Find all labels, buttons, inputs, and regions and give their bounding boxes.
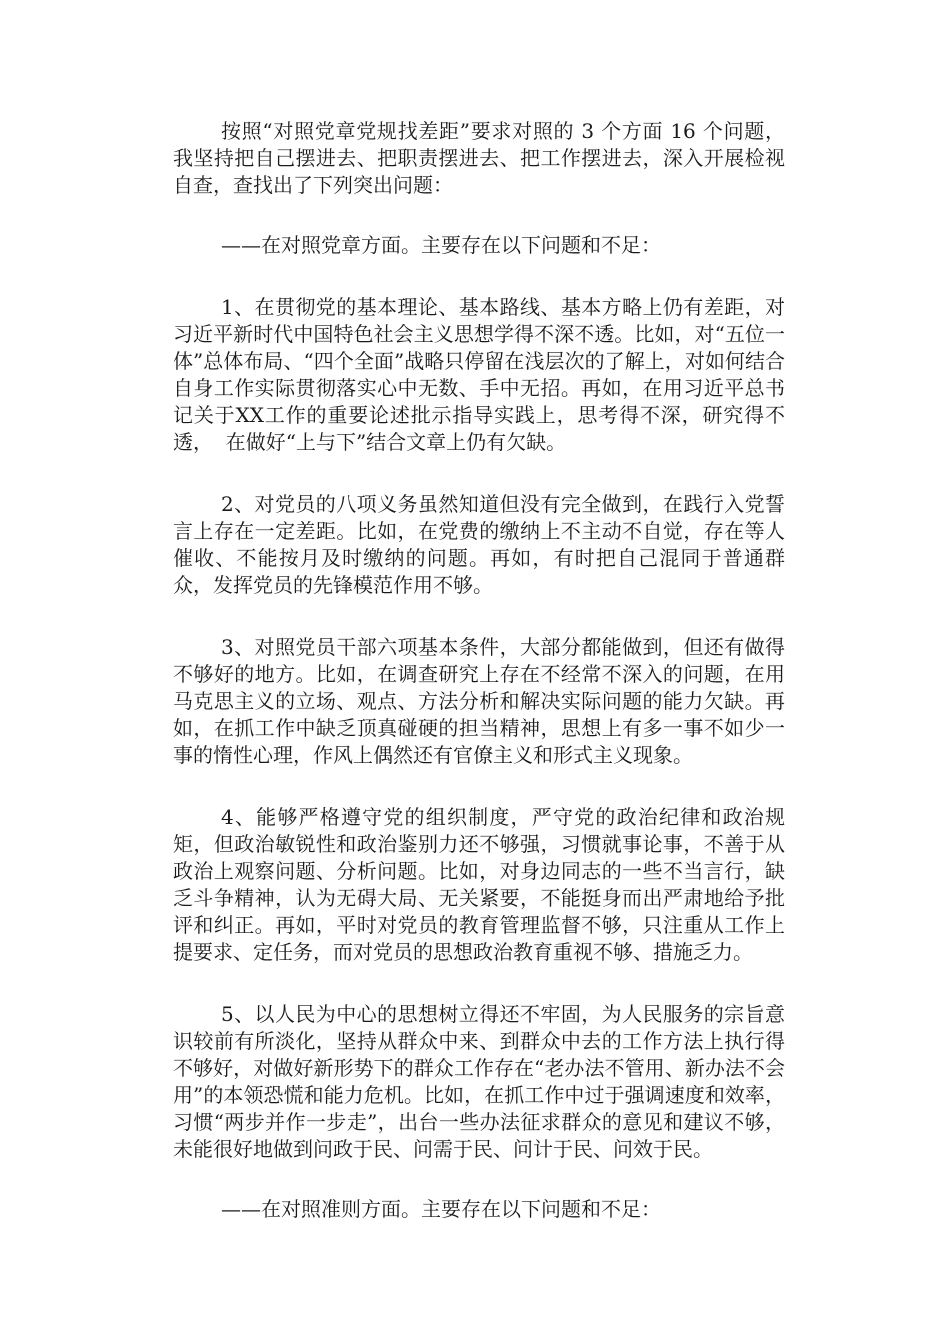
issue-paragraph-4: 4、能够严格遵守党的组织制度，严守党的政治纪律和政治规矩，但政治敏锐性和政治鉴别力还不够强，习惯就事论事，不善于从政治上观察问题、分析问题。比如，对身边同志的一些不当言行，缺乏斗争精神，认为无碍大局、无关紧要，不能挺身而出严肃地给予批评和纠正。再如，平时对党员的教育管理监督不够，只注重从工作上提要求、定任务，而对党员的思想政治教育重视不够、措施乏力。 xyxy=(173,805,785,964)
section-heading-party-constitution: ——在对照党章方面。主要存在以下问题和不足： xyxy=(221,233,661,257)
issue-paragraph-2: 2、对党员的八项义务虽然知道但没有完全做到，在践行入党誓言上存在一定差距。比如，在党费的缴纳上不主动不自觉，存在等人催收、不能按月及时缴纳的问题。再如，有时把自己混同于普通群众，发挥党员的先锋模范作用不够。 xyxy=(173,492,785,597)
intro-paragraph: 按照“对照党章党规找差距”要求对照的 3 个方面 16 个问题，我坚持把自己摆进去、把职责摆进去、把工作摆进去，深入开展检视自查，查找出了下列突出问题： xyxy=(173,119,785,197)
section-heading-guidelines: ——在对照准则方面。主要存在以下问题和不足： xyxy=(221,1197,661,1221)
issue-paragraph-1: 1、在贯彻党的基本理论、基本路线、基本方略上仍有差距，对习近平新时代中国特色社会主义思想学得不深不透。比如，对“五位一体”总体布局、“四个全面”战略只停留在浅层次的了解上，对如何结合自身工作实际贯彻落实心中无数、手中无招。再如，在用习近平总书记关于XX工作的重要论述批示指导实践上，思考得不深，研究得不透， 在做好“上与下”结合文章上仍有欠缺。 xyxy=(173,295,785,454)
issue-paragraph-3: 3、对照党员干部六项基本条件，大部分都能做到，但还有做得不够好的地方。比如，在调查研究上存在不经常不深入的问题，在用马克思主义的立场、观点、方法分析和解决实际问题的能力欠缺。再如，在抓工作中缺乏顶真碰硬的担当精神，思想上有多一事不如少一事的惰性心理，作风上偶然还有官僚主义和形式主义现象。 xyxy=(173,635,785,767)
issue-paragraph-5: 5、以人民为中心的思想树立得还不牢固，为人民服务的宗旨意识较前有所淡化，坚持从群众中来、到群众中去的工作方法上执行得不够好，对做好新形势下的群众工作存在“老办法不管用、新办法不会用”的本领恐慌和能力危机。比如，在抓工作中过于强调速度和效率，习惯“两步并作一步走”，出台一些办法征求群众的意见和建议不够，未能很好地做到问政于民、问需于民、问计于民、问效于民。 xyxy=(173,1002,785,1161)
document-body xyxy=(173,118,785,1223)
